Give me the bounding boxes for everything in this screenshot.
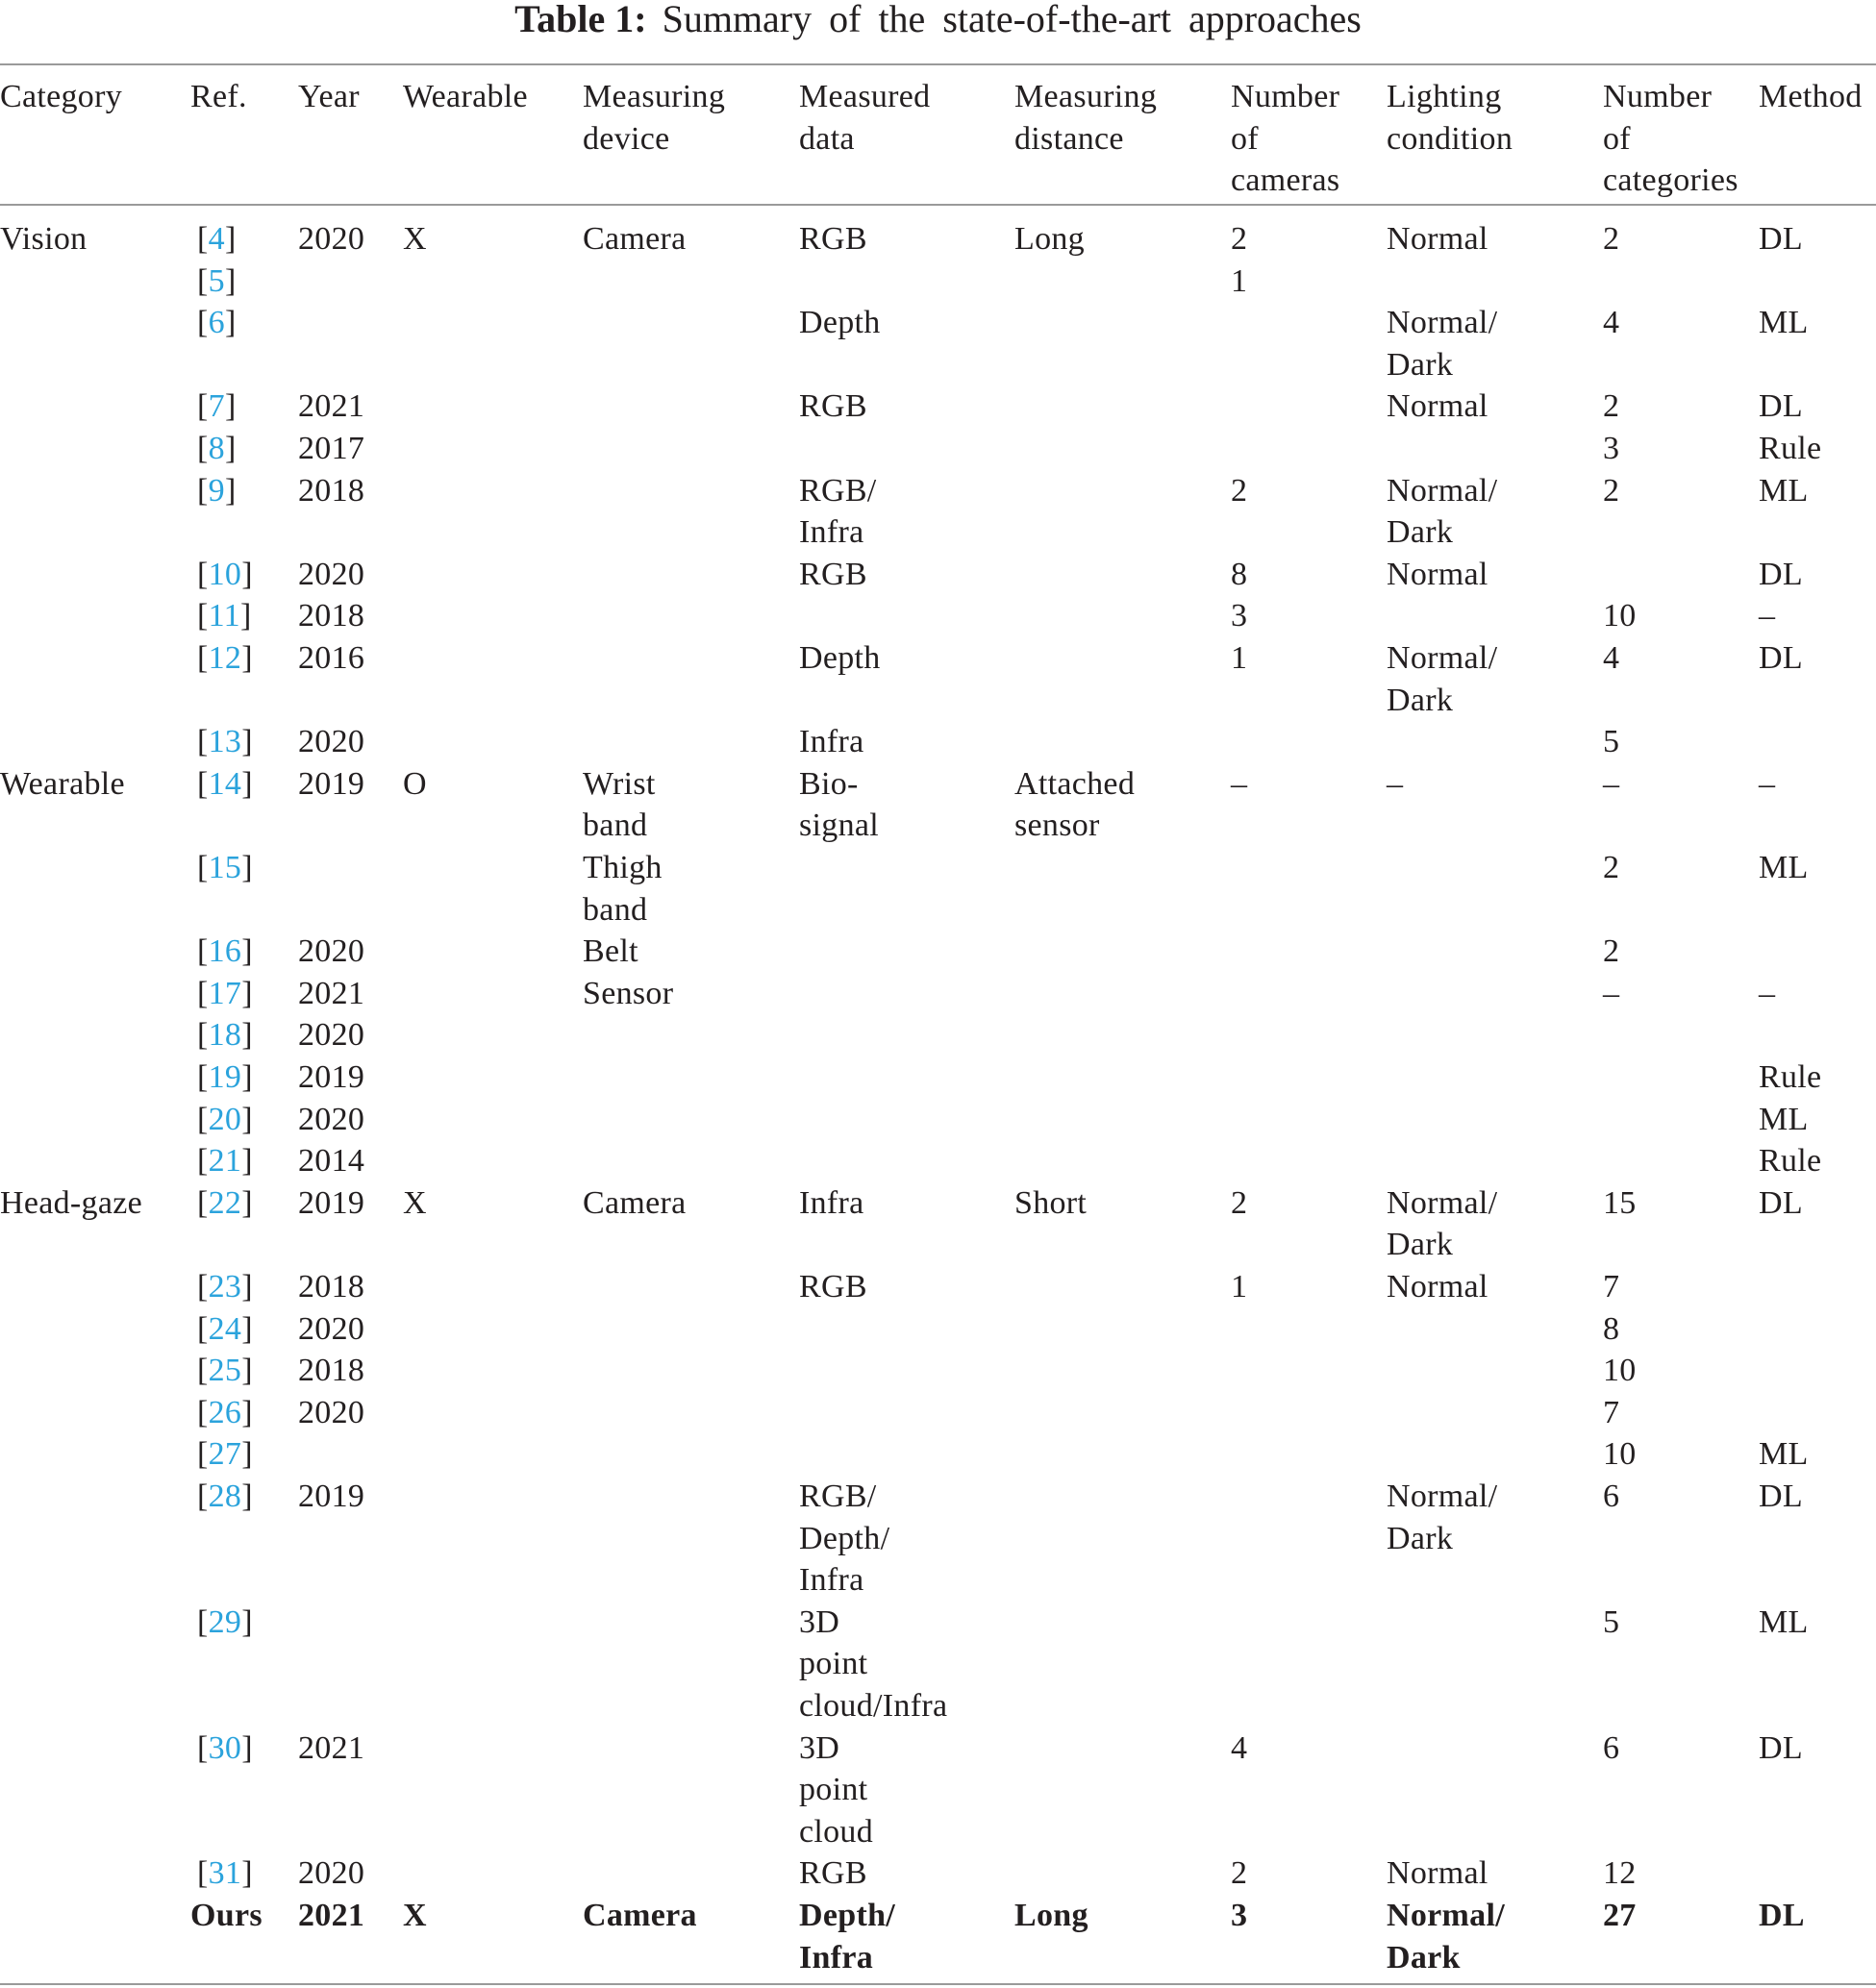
cell-category: Vision — [0, 221, 88, 257]
cell-year: 2020 — [298, 1017, 365, 1054]
citation-link[interactable] — [197, 302, 237, 344]
citation-bracket: [ — [197, 1436, 209, 1473]
cell-categories: 8 — [1603, 1310, 1620, 1347]
cell-cameras: 1 — [1231, 640, 1248, 676]
cell-categories: 7 — [1603, 1394, 1620, 1430]
citation-bracket: [ — [197, 724, 209, 760]
citation-number[interactable]: 6 — [208, 305, 225, 341]
citation-link[interactable] — [197, 1350, 253, 1392]
cell-method: ML — [1759, 850, 1809, 885]
cell-year: 2020 — [298, 556, 365, 592]
citation-bracket: ] — [241, 1855, 253, 1892]
cell-lighting: Normal — [1387, 221, 1488, 257]
cell-data: Infra — [799, 1184, 864, 1221]
cell-wearable: X — [403, 221, 427, 257]
cell-year: 2021 — [298, 975, 365, 1011]
cell-method: DL — [1759, 640, 1803, 676]
citation-bracket: [ — [197, 472, 209, 509]
cell-device: Camera — [583, 1898, 697, 1933]
citation-link[interactable] — [197, 763, 253, 806]
cell-cameras: 2 — [1231, 221, 1248, 257]
cell-data: Bio- signal — [799, 765, 880, 844]
citation-link[interactable] — [197, 637, 253, 680]
cell-year: 2020 — [298, 1394, 365, 1430]
citation-bracket: [ — [197, 1143, 209, 1180]
cell-year: 2020 — [298, 724, 365, 760]
cell-lighting: – — [1387, 765, 1404, 802]
citation-link[interactable] — [197, 1476, 253, 1518]
cell-data: RGB — [799, 1269, 867, 1305]
cell-year: 2020 — [298, 1855, 365, 1892]
cell-categories: 15 — [1603, 1184, 1637, 1221]
cell-device: Camera — [583, 221, 687, 257]
citation-number[interactable]: 22 — [208, 1184, 242, 1221]
cell-data: Depth — [799, 640, 881, 676]
cell-category: Head-gaze — [0, 1184, 143, 1221]
cell-method: Rule — [1759, 431, 1822, 466]
cell-year: 2020 — [298, 221, 365, 257]
cell-cameras: 2 — [1231, 1855, 1248, 1892]
table-header-rule — [0, 204, 1876, 206]
citation-bracket: ] — [241, 1729, 253, 1766]
cell-cameras: 4 — [1231, 1729, 1248, 1766]
cell-distance: Long — [1014, 221, 1085, 257]
cell-year: 2016 — [298, 640, 365, 676]
citation-bracket: [ — [197, 640, 209, 676]
citation-bracket: ] — [241, 1269, 253, 1305]
citation-link[interactable] — [197, 1602, 253, 1644]
cell-year: 2014 — [298, 1143, 365, 1180]
citation-link[interactable] — [197, 1433, 253, 1476]
cell-categories: 10 — [1603, 1353, 1637, 1389]
citation-number[interactable]: 10 — [208, 556, 242, 592]
header-cameras: Number of cameras — [1231, 79, 1340, 199]
citation-number[interactable]: 28 — [208, 1479, 242, 1514]
citation-bracket: [ — [197, 1855, 209, 1892]
cell-categories: 5 — [1603, 724, 1620, 760]
cell-year: 2019 — [298, 1479, 365, 1514]
cell-method: DL — [1759, 1898, 1805, 1933]
cell-wearable: X — [403, 1898, 427, 1933]
citation-bracket: ] — [241, 765, 253, 802]
citation-bracket: ] — [224, 221, 237, 257]
cell-data: Depth/ Infra — [799, 1898, 896, 1976]
citation-bracket: [ — [197, 933, 209, 970]
cell-categories: – — [1603, 765, 1620, 802]
cell-lighting: Normal/ Dark — [1387, 1898, 1505, 1976]
cell-category: Wearable — [0, 765, 125, 802]
cell-ref-ours: Ours — [190, 1898, 263, 1933]
citation-link[interactable] — [197, 1852, 253, 1895]
citation-bracket: ] — [224, 388, 237, 425]
citation-number[interactable]: 21 — [208, 1143, 242, 1180]
citation-bracket: [ — [197, 388, 209, 425]
cell-lighting: Normal/ Dark — [1387, 305, 1498, 383]
cell-device: Wrist band — [583, 765, 656, 844]
table-title: Summary of the state-of-the-art approaches — [662, 0, 1362, 40]
cell-method: DL — [1759, 556, 1803, 592]
citation-number[interactable]: 30 — [208, 1729, 242, 1766]
cell-cameras: – — [1231, 765, 1248, 802]
cell-wearable: O — [403, 765, 427, 802]
citation-bracket: ] — [241, 933, 253, 970]
cell-lighting: Normal — [1387, 388, 1488, 425]
citation-number[interactable]: 4 — [208, 221, 225, 257]
cell-device: Belt — [583, 933, 638, 970]
cell-categories: 2 — [1603, 933, 1620, 970]
cell-categories: 5 — [1603, 1603, 1620, 1640]
citation-link[interactable] — [197, 721, 253, 763]
cell-categories: 27 — [1603, 1898, 1637, 1933]
citation-link[interactable] — [197, 973, 253, 1015]
citation-number[interactable]: 11 — [208, 598, 240, 634]
citation-bracket: ] — [241, 556, 253, 592]
cell-device: Sensor — [583, 975, 674, 1011]
cell-year: 2020 — [298, 1101, 365, 1137]
table-caption — [0, 0, 1876, 42]
header-wearable: Wearable — [403, 79, 528, 114]
citation-number[interactable]: 12 — [208, 640, 242, 676]
cell-lighting: Normal — [1387, 1269, 1488, 1305]
cell-year: 2019 — [298, 1184, 365, 1221]
citation-bracket: ] — [241, 640, 253, 676]
citation-bracket: ] — [241, 1059, 253, 1095]
cell-cameras: 2 — [1231, 472, 1248, 509]
citation-link[interactable] — [197, 1056, 253, 1099]
cell-distance: Attached sensor — [1014, 765, 1136, 844]
citation-bracket: ] — [241, 1479, 253, 1514]
citation-bracket: [ — [197, 305, 209, 341]
cell-method: – — [1759, 598, 1776, 634]
citation-number[interactable]: 27 — [208, 1436, 242, 1473]
cell-categories: 4 — [1603, 640, 1620, 676]
citation-bracket: ] — [241, 1310, 253, 1347]
citation-bracket: [ — [197, 1059, 209, 1095]
cell-year: 2021 — [298, 388, 365, 425]
citation-bracket: [ — [197, 850, 209, 885]
cell-method: DL — [1759, 1729, 1803, 1766]
cell-categories: 7 — [1603, 1269, 1620, 1305]
cell-method: DL — [1759, 221, 1803, 257]
cell-cameras: 1 — [1231, 1269, 1248, 1305]
cell-distance: Long — [1014, 1898, 1088, 1933]
cell-method: Rule — [1759, 1059, 1822, 1095]
citation-bracket: [ — [197, 975, 209, 1011]
citation-number[interactable]: 20 — [208, 1101, 242, 1137]
table-bottom-rule — [0, 1983, 1876, 1985]
cell-method: – — [1759, 765, 1776, 802]
citation-number[interactable]: 5 — [208, 262, 225, 299]
cell-lighting: Normal — [1387, 1855, 1488, 1892]
citation-number[interactable]: 14 — [208, 765, 242, 802]
cell-categories: – — [1603, 975, 1620, 1011]
citation-number[interactable]: 7 — [208, 388, 225, 425]
cell-device: Camera — [583, 1184, 687, 1221]
citation-number[interactable]: 15 — [208, 850, 242, 885]
citation-bracket: [ — [197, 556, 209, 592]
table-top-rule — [0, 63, 1876, 65]
cell-method: – — [1759, 975, 1776, 1011]
cell-categories: 6 — [1603, 1729, 1620, 1766]
cell-data: RGB — [799, 1855, 867, 1892]
citation-link[interactable] — [197, 847, 253, 889]
cell-data: 3D point cloud/Infra — [799, 1603, 948, 1724]
cell-wearable: X — [403, 1184, 427, 1221]
citation-bracket: ] — [241, 1184, 253, 1221]
citation-bracket: [ — [197, 1729, 209, 1766]
cell-method: ML — [1759, 1603, 1809, 1640]
cell-distance: Short — [1014, 1184, 1088, 1221]
header-year: Year — [298, 79, 360, 114]
citation-number[interactable]: 19 — [208, 1059, 242, 1095]
cell-data: RGB/ Depth/ Infra — [799, 1479, 890, 1599]
cell-year: 2018 — [298, 1269, 365, 1305]
cell-categories: 12 — [1603, 1855, 1637, 1892]
citation-link[interactable] — [197, 1308, 253, 1351]
cell-data: Infra — [799, 724, 864, 760]
citation-bracket: ] — [241, 1017, 253, 1054]
header-device: Measuring device — [583, 79, 726, 157]
header-category: Category — [0, 79, 123, 114]
citation-link[interactable] — [197, 1266, 253, 1308]
citation-bracket: ] — [241, 1436, 253, 1473]
cell-data: RGB/ Infra — [799, 472, 877, 551]
header-lighting: Lighting condition — [1387, 79, 1513, 157]
citation-bracket: ] — [224, 262, 237, 299]
cell-categories: 10 — [1603, 598, 1637, 634]
citation-link[interactable] — [197, 428, 237, 470]
citation-number[interactable]: 13 — [208, 724, 242, 760]
citation-bracket: ] — [224, 305, 237, 341]
citation-link[interactable] — [197, 218, 237, 261]
citation-link[interactable] — [197, 931, 253, 973]
citation-bracket: [ — [197, 1269, 209, 1305]
cell-year: 2017 — [298, 431, 365, 466]
citation-bracket: ] — [241, 1143, 253, 1180]
cell-year: 2021 — [298, 1898, 365, 1933]
cell-year: 2018 — [298, 1353, 365, 1389]
cell-lighting: Normal/ Dark — [1387, 640, 1498, 718]
cell-method: DL — [1759, 1479, 1803, 1514]
cell-cameras: 3 — [1231, 1898, 1248, 1933]
citation-link[interactable] — [197, 385, 237, 428]
cell-categories: 4 — [1603, 305, 1620, 341]
cell-method: ML — [1759, 472, 1809, 509]
citation-bracket: ] — [224, 431, 237, 466]
citation-bracket: [ — [197, 765, 209, 802]
cell-data: RGB — [799, 556, 867, 592]
cell-year: 2019 — [298, 765, 365, 802]
cell-cameras: 2 — [1231, 1184, 1248, 1221]
cell-year: 2018 — [298, 472, 365, 509]
citation-bracket: [ — [197, 431, 209, 466]
citation-link[interactable] — [197, 1014, 253, 1056]
citation-link[interactable] — [197, 1392, 253, 1434]
cell-cameras: 8 — [1231, 556, 1248, 592]
citation-link[interactable] — [197, 261, 237, 303]
citation-link[interactable] — [197, 595, 252, 637]
citation-bracket: [ — [197, 598, 209, 634]
citation-bracket: ] — [241, 850, 253, 885]
cell-categories: 10 — [1603, 1436, 1637, 1473]
cell-device: Thigh band — [583, 850, 663, 928]
cell-data: Depth — [799, 305, 881, 341]
cell-year: 2018 — [298, 598, 365, 634]
citation-number[interactable]: 25 — [208, 1353, 242, 1389]
header-categories: Number of categories — [1603, 79, 1738, 199]
table-label: Table 1: — [514, 0, 647, 40]
header-distance: Measuring distance — [1014, 79, 1158, 157]
citation-number[interactable]: 26 — [208, 1394, 242, 1430]
cell-method: ML — [1759, 1101, 1809, 1137]
cell-data: 3D point cloud — [799, 1729, 874, 1850]
citation-bracket: [ — [197, 262, 209, 299]
citation-bracket: ] — [241, 1394, 253, 1430]
citation-bracket: [ — [197, 1017, 209, 1054]
cell-method: Rule — [1759, 1143, 1822, 1180]
citation-bracket: ] — [239, 598, 252, 634]
citation-bracket: ] — [241, 1101, 253, 1137]
cell-method: DL — [1759, 1184, 1803, 1221]
cell-year: 2020 — [298, 1310, 365, 1347]
cell-method: ML — [1759, 1436, 1809, 1473]
citation-bracket: [ — [197, 1353, 209, 1389]
cell-categories: 2 — [1603, 221, 1620, 257]
header-method: Method — [1759, 79, 1863, 114]
citation-link[interactable] — [197, 1727, 253, 1770]
cell-year: 2019 — [298, 1059, 365, 1095]
citation-number[interactable]: 9 — [208, 472, 225, 509]
cell-categories: 6 — [1603, 1479, 1620, 1514]
cell-data: RGB — [799, 221, 867, 257]
cell-method: ML — [1759, 305, 1809, 341]
cell-categories: 2 — [1603, 388, 1620, 425]
cell-data: RGB — [799, 388, 867, 425]
header-ref: Ref. — [190, 79, 247, 114]
citation-bracket: [ — [197, 1101, 209, 1137]
cell-categories: 2 — [1603, 850, 1620, 885]
citation-bracket: ] — [241, 975, 253, 1011]
cell-cameras: 3 — [1231, 598, 1248, 634]
cell-lighting: Normal — [1387, 556, 1488, 592]
header-data: Measured data — [799, 79, 931, 157]
citation-link[interactable] — [197, 1182, 253, 1225]
citation-number[interactable]: 8 — [208, 431, 225, 466]
citation-number[interactable]: 31 — [208, 1855, 242, 1892]
cell-cameras: 1 — [1231, 262, 1248, 299]
cell-method: DL — [1759, 388, 1803, 425]
cell-categories: 2 — [1603, 472, 1620, 509]
citation-bracket: [ — [197, 1394, 209, 1430]
cell-lighting: Normal/ Dark — [1387, 1184, 1498, 1263]
citation-number[interactable]: 16 — [208, 933, 242, 970]
citation-number[interactable]: 17 — [208, 975, 242, 1011]
citation-bracket: [ — [197, 1479, 209, 1514]
citation-bracket: [ — [197, 1184, 209, 1221]
citation-bracket: ] — [241, 724, 253, 760]
cell-year: 2021 — [298, 1729, 365, 1766]
citation-link[interactable] — [197, 554, 253, 596]
citation-bracket: [ — [197, 1603, 209, 1640]
citation-bracket: ] — [241, 1353, 253, 1389]
citation-bracket: [ — [197, 1310, 209, 1347]
citation-number[interactable]: 29 — [208, 1603, 242, 1640]
citation-bracket: ] — [241, 1603, 253, 1640]
citation-bracket: [ — [197, 221, 209, 257]
citation-number[interactable]: 18 — [208, 1017, 242, 1054]
cell-categories: 3 — [1603, 431, 1620, 466]
citation-link[interactable] — [197, 1140, 253, 1182]
cell-lighting: Normal/ Dark — [1387, 1479, 1498, 1556]
cell-year: 2020 — [298, 933, 365, 970]
citation-number[interactable]: 23 — [208, 1269, 242, 1305]
citation-link[interactable] — [197, 470, 237, 512]
citation-number[interactable]: 24 — [208, 1310, 242, 1347]
citation-link[interactable] — [197, 1099, 253, 1141]
cell-lighting: Normal/ Dark — [1387, 472, 1498, 551]
citation-bracket: ] — [224, 472, 237, 509]
